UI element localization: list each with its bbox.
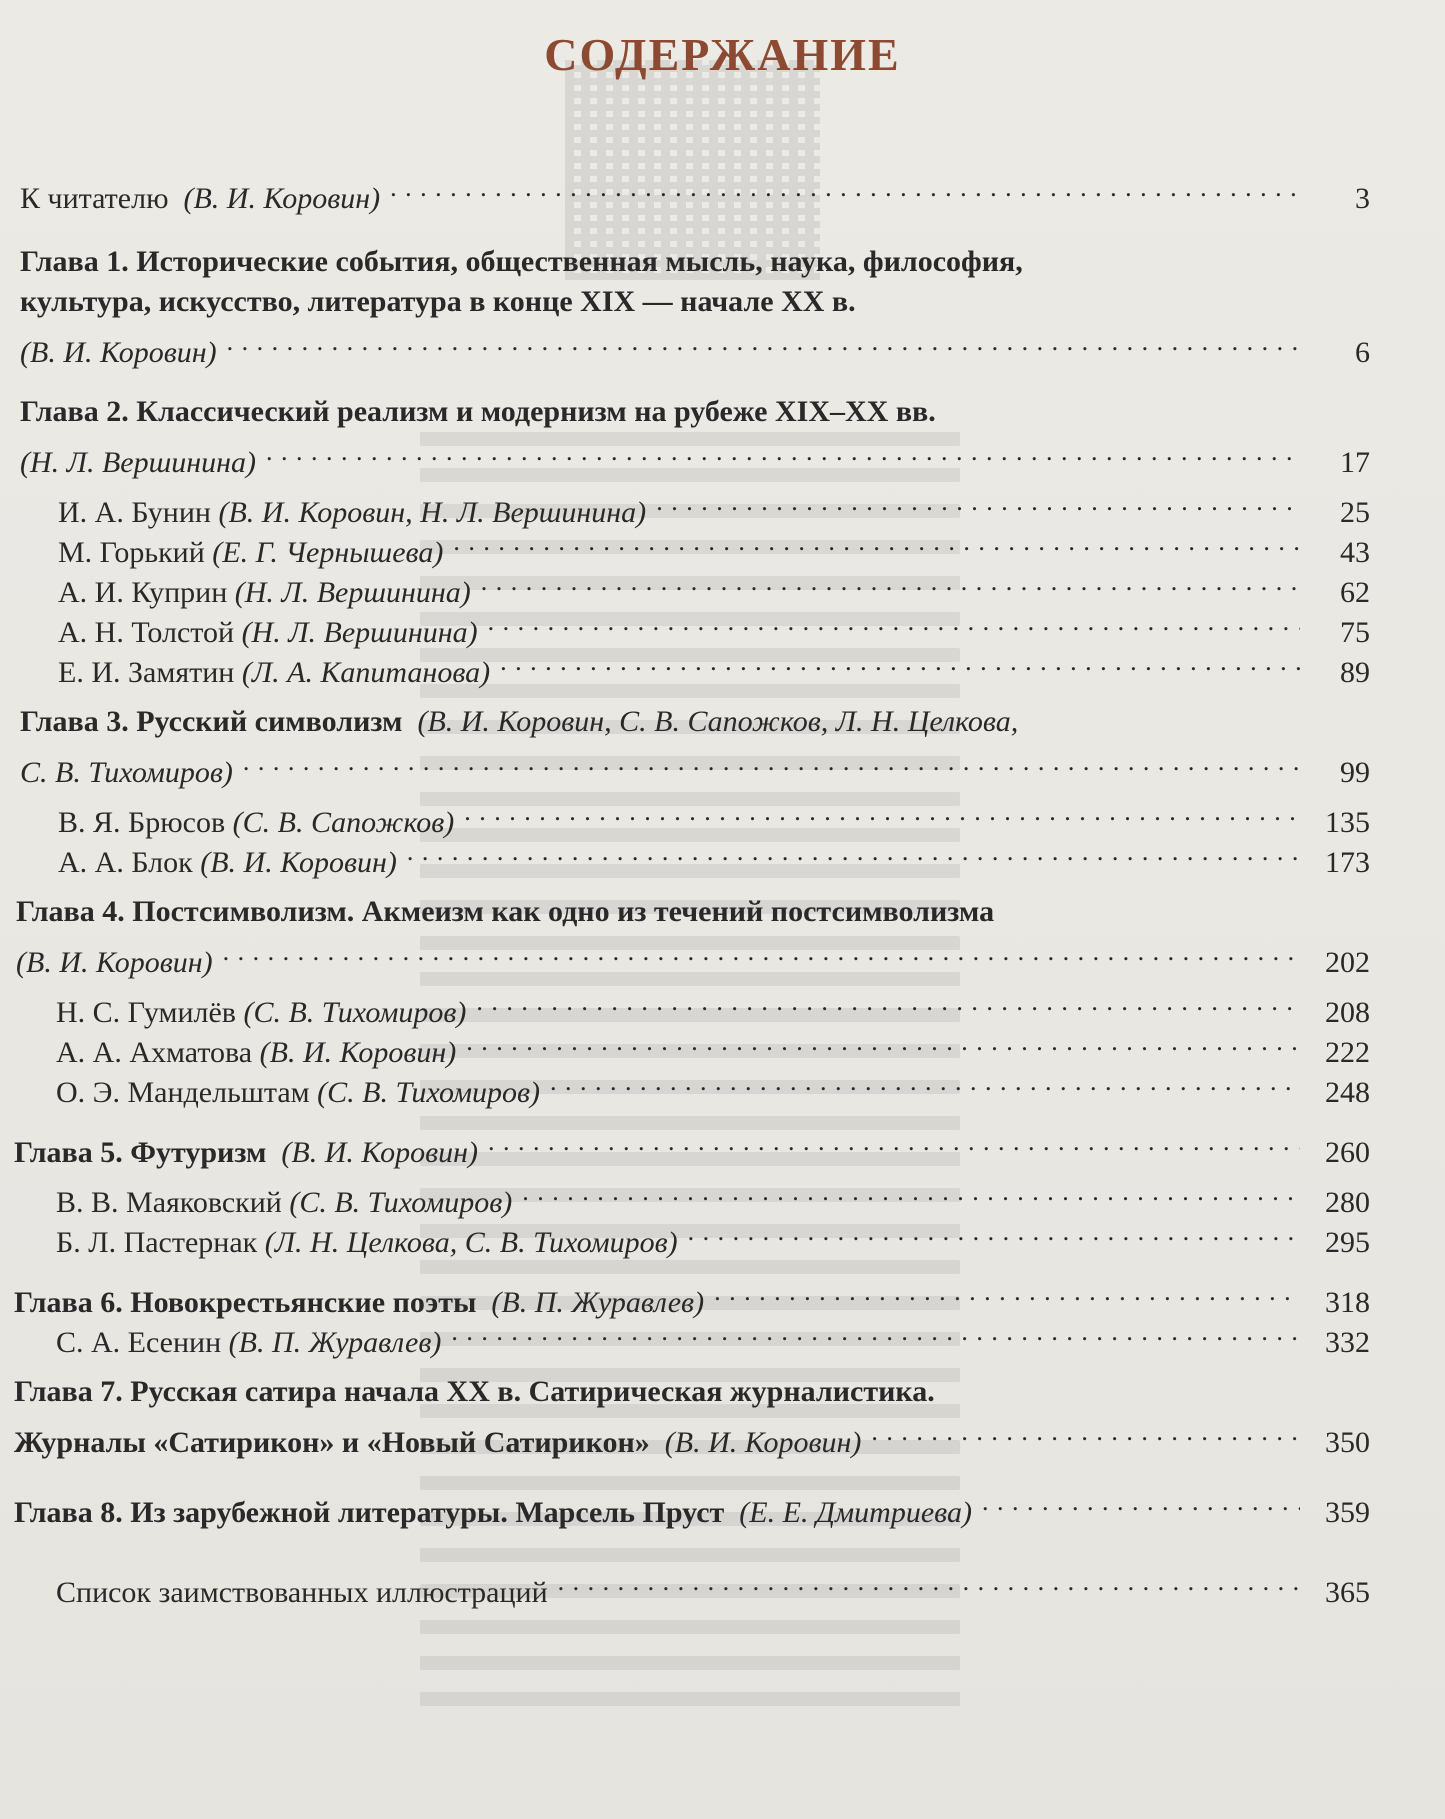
toc-entry-mandelshtam[interactable] — [56, 1062, 1370, 1113]
toc-entry-zamyatin[interactable] — [58, 642, 1370, 693]
entry-author: (В. И. Коровин) — [664, 1426, 862, 1459]
leader-dots — [488, 602, 1300, 642]
page-number: 260 — [1325, 1136, 1370, 1169]
page-number: 6 — [1355, 336, 1370, 369]
chapter-7-heading-line1: Глава 7. Русская сатира начала XX в. Сатирическая журналистика. — [14, 1375, 935, 1408]
page-number: 208 — [1325, 996, 1370, 1029]
entry-author: (С. В. Сапожков) — [232, 806, 455, 839]
entry-label: В. Я. Брюсов — [58, 806, 226, 839]
page-number: 62 — [1340, 576, 1370, 609]
entry-label: А. И. Куприн — [58, 576, 228, 609]
leader-dots — [223, 932, 1300, 972]
chapter-4-heading: Глава 4. Постсимволизм. Акмеизм как одно из течений постсимволизма — [16, 895, 995, 928]
chapter-5-title: Глава 5. Футуризм — [14, 1136, 267, 1169]
leader-dots — [464, 792, 1300, 832]
toc-entry-reader[interactable] — [20, 168, 1370, 219]
leader-dots — [407, 832, 1300, 872]
entry-author: (В. П. Журавлев) — [228, 1326, 442, 1359]
entry-label: К читателю — [20, 182, 169, 215]
entry-author: (С. В. Тихомиров) — [243, 996, 467, 1029]
page-number: 17 — [1340, 446, 1370, 479]
page-number: 222 — [1325, 1036, 1370, 1069]
leader-dots — [243, 742, 1300, 782]
leader-dots — [688, 1212, 1300, 1252]
page-number: 75 — [1340, 616, 1370, 649]
page-number: 173 — [1325, 846, 1370, 879]
toc-entry-chapter-1[interactable] — [20, 322, 1370, 373]
toc-entry-chapter-8[interactable] — [14, 1482, 1370, 1533]
leader-dots — [266, 432, 1300, 472]
entry-author: (Е. Е. Дмитриева) — [739, 1496, 972, 1529]
entry-author: (Л. А. Капитанова) — [241, 656, 491, 689]
entry-label: Б. Л. Пастернак — [56, 1226, 258, 1259]
page-number: 318 — [1325, 1286, 1370, 1319]
toc-entry-esenin[interactable] — [56, 1312, 1370, 1363]
chapter-7-heading-line2: Журналы «Сатирикон» и «Новый Сатирикон» — [14, 1426, 650, 1459]
leader-dots — [500, 642, 1300, 682]
page-number: 202 — [1325, 946, 1370, 979]
chapter-3-title: Глава 3. Русский символизм — [20, 705, 403, 738]
chapter-8-title: Глава 8. Из зарубежной литературы. Марсель Пруст — [14, 1496, 725, 1529]
page-number: 350 — [1325, 1426, 1370, 1459]
leader-dots — [550, 1062, 1300, 1102]
toc-entry-chapter-4[interactable] — [16, 932, 1370, 983]
toc-entry-chapter-2[interactable] — [20, 432, 1370, 483]
entry-author: (Л. Н. Целкова, С. В. Тихомиров) — [264, 1226, 678, 1259]
page-number: 280 — [1325, 1186, 1370, 1219]
entry-author: (В. И. Коровин) — [259, 1036, 457, 1069]
entry-author: (С. В. Тихомиров) — [317, 1076, 541, 1109]
entry-label: А. А. Блок — [58, 846, 193, 879]
toc-entry-pasternak[interactable] — [56, 1212, 1370, 1263]
page-number: 365 — [1325, 1576, 1370, 1609]
chapter-3-heading — [20, 702, 1018, 742]
page-number: 3 — [1355, 182, 1370, 215]
page-number: 248 — [1325, 1076, 1370, 1109]
chapter-6-title: Глава 6. Новокрестьянские поэты — [14, 1286, 477, 1319]
entry-author: (Н. Л. Вершинина) — [234, 576, 471, 609]
entry-label: С. А. Есенин — [56, 1326, 222, 1359]
leader-dots — [656, 482, 1300, 522]
entry-label: Н. С. Гумилёв — [56, 996, 236, 1029]
entry-author: С. В. Тихомиров) — [20, 756, 233, 789]
leader-dots — [476, 982, 1300, 1022]
toc-entry-chapter-3[interactable] — [20, 742, 1370, 793]
entry-label: М. Горький — [58, 536, 205, 569]
page-title: СОДЕРЖАНИЕ — [544, 29, 901, 80]
entry-author: (В. И. Коровин) — [183, 182, 381, 215]
page-number: 332 — [1325, 1326, 1370, 1359]
leader-dots — [453, 522, 1300, 562]
leader-dots — [481, 562, 1300, 602]
leader-dots — [871, 1412, 1300, 1452]
leader-dots — [451, 1312, 1300, 1352]
page-number: 359 — [1325, 1496, 1370, 1529]
entry-author: (В. И. Коровин, С. В. Сапожков, Л. Н. Целкова, — [417, 705, 1019, 738]
toc-entry-blok[interactable] — [58, 832, 1370, 883]
leader-dots — [522, 1172, 1300, 1212]
leader-dots — [466, 1022, 1300, 1062]
chapter-2-heading: Глава 2. Классический реализм и модернизм на рубеже XIX–XX вв. — [20, 395, 936, 428]
chapter-1-heading-line2: культура, искусство, литература в конце XIX — начале XX в. — [20, 285, 856, 318]
entry-label: И. А. Бунин — [58, 496, 211, 529]
entry-label: Список заимствованных иллюстраций — [56, 1576, 548, 1609]
entry-label: В. В. Маяковский — [56, 1186, 282, 1219]
page-number: 89 — [1340, 656, 1370, 689]
entry-author: (Н. Л. Вершинина) — [241, 616, 478, 649]
leader-dots — [488, 1122, 1300, 1162]
page-number: 135 — [1325, 806, 1370, 839]
leader-dots — [558, 1562, 1300, 1602]
entry-author: (В. И. Коровин) — [200, 846, 397, 879]
page-number: 295 — [1325, 1226, 1370, 1259]
toc-entry-chapter-7[interactable] — [14, 1412, 1370, 1463]
entry-label: Е. И. Замятин — [58, 656, 235, 689]
entry-author: (Н. Л. Вершинина) — [20, 446, 257, 479]
entry-label: А. А. Ахматова — [56, 1036, 253, 1069]
entry-author: (С. В. Тихомиров) — [289, 1186, 513, 1219]
toc-entry-illustrations[interactable] — [56, 1562, 1370, 1613]
leader-dots — [714, 1272, 1300, 1312]
entry-author: (В. И. Коровин) — [281, 1136, 479, 1169]
page-number: 43 — [1340, 536, 1370, 569]
toc-entry-chapter-5[interactable] — [14, 1122, 1370, 1173]
entry-author: (В. П. Журавлев) — [491, 1286, 705, 1319]
page-number: 25 — [1340, 496, 1370, 529]
chapter-1-heading-line1: Глава 1. Исторические события, общественная мысль, наука, философия, — [20, 245, 1023, 278]
entry-author: (В. И. Коровин, Н. Л. Вершинина) — [218, 496, 647, 529]
entry-author: (В. И. Коровин) — [16, 946, 213, 979]
entry-label: О. Э. Мандельштам — [56, 1076, 310, 1109]
leader-dots — [390, 168, 1300, 208]
page-number: 99 — [1340, 756, 1370, 789]
entry-label: А. Н. Толстой — [58, 616, 235, 649]
entry-author: (Е. Г. Чернышева) — [212, 536, 444, 569]
leader-dots — [227, 322, 1300, 362]
entry-author: (В. И. Коровин) — [20, 336, 217, 369]
leader-dots — [982, 1482, 1300, 1522]
